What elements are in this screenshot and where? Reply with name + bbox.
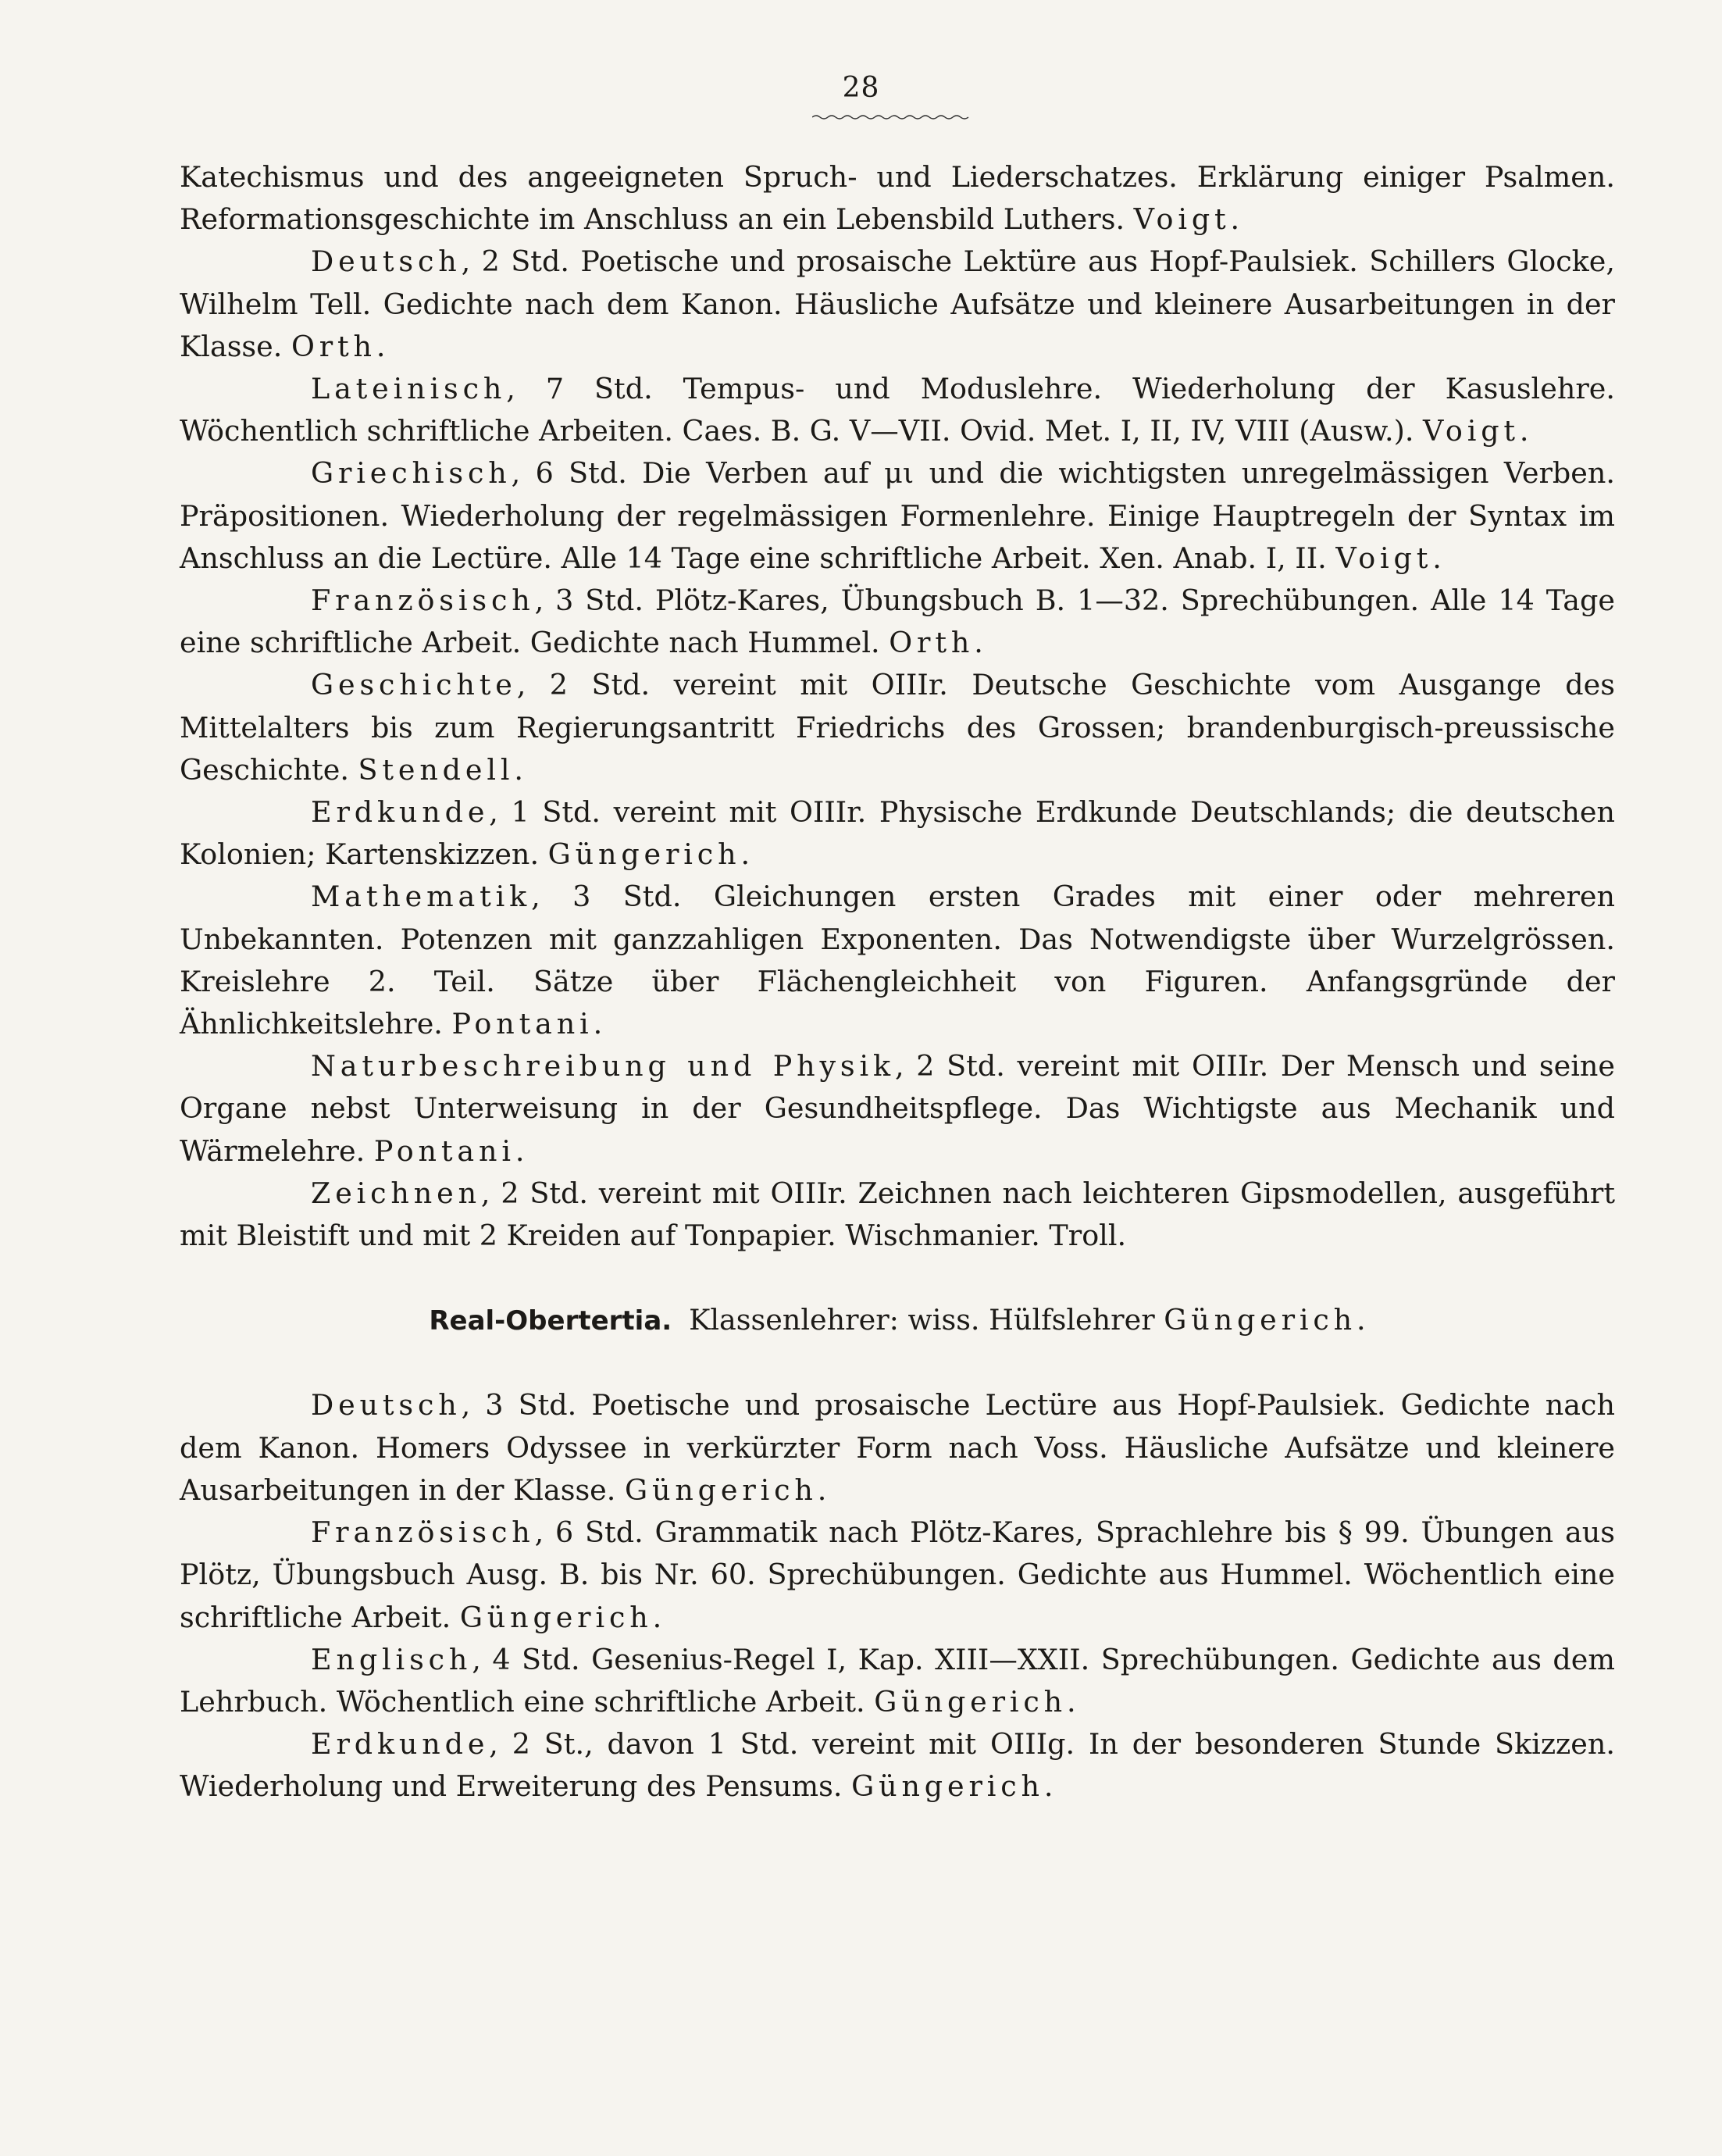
body-text: [180, 156, 1615, 1808]
subject-paragraph: [180, 664, 1615, 791]
emphasized-text: Güngerich: [874, 1684, 1068, 1719]
page-number-ornament: [812, 114, 972, 120]
paragraph-text: .: [515, 1133, 525, 1168]
emphasized-text: Voigt: [1133, 202, 1231, 237]
section-heading-rest: Klassenlehrer: wiss. Hülfslehrer: [689, 1303, 1164, 1337]
subject-paragraph: [180, 876, 1615, 1045]
emphasized-text: Mathematik: [311, 880, 532, 914]
emphasized-text: Französisch: [311, 584, 535, 618]
paragraph-text: , 6 Std. Grammatik nach Plötz-Kares, Sprachlehre bis § 99. Übungen aus Plötz, Übungsbuch Ausg. B. bis Nr. 60. Sprechübungen. Gedichte aus Hummel. Wöchentlich eine schriftliche Arbeit.: [180, 1515, 1615, 1634]
subject-paragraph: [180, 1173, 1615, 1257]
emphasized-text: Voigt: [1335, 541, 1433, 575]
emphasized-text: Erdkunde: [311, 1727, 490, 1762]
subject-paragraph: [180, 156, 1615, 241]
emphasized-text: Erdkunde: [311, 795, 490, 830]
emphasized-text: Pontani: [373, 1133, 515, 1168]
paragraph-text: , 1 Std. vereint mit OIIIr. Physische Erdkunde Deutschlands; die deutschen Kolonien; Kartenskizzen.: [180, 795, 1615, 872]
emphasized-text: Englisch: [311, 1642, 472, 1676]
emphasized-text: Orth: [291, 329, 376, 363]
subject-paragraph: [180, 1512, 1615, 1639]
emphasized-text: Deutsch: [311, 1388, 462, 1422]
paragraph-text: .: [1067, 1684, 1076, 1719]
emphasized-text: Französisch: [311, 1515, 535, 1550]
subject-paragraph: [180, 1384, 1615, 1512]
emphasized-text: Güngerich: [547, 837, 741, 872]
paragraph-text: , 2 St., davon 1 Std. vereint mit OIIIg. In der besonderen Stunde Skizzen. Wiederholung und Erweiterung des Pensums.: [180, 1727, 1615, 1804]
paragraph-text: .: [1519, 414, 1529, 448]
emphasized-text: Güngerich: [459, 1600, 653, 1634]
section-heading: Real-Obertertia. Klassenlehrer: wiss. Hülfslehrer Güngerich.: [429, 1303, 1366, 1337]
emphasized-text: Geschichte: [311, 668, 517, 702]
subject-paragraph: [180, 1723, 1615, 1808]
paragraph-text: , 2 Std. Poetische und prosaische Lektüre aus Hopf-Paulsiek. Schillers Glocke, Wilhelm Tell. Gedichte nach dem Kanon. Häusliche Aufsätze und kleinere Ausarbeitungen in der Klasse.: [180, 245, 1615, 363]
paragraph-text: .: [740, 837, 750, 872]
section-heading-title: Real-Obertertia.: [429, 1305, 672, 1337]
page-number: 28: [842, 72, 880, 104]
paragraph-text: .: [817, 1472, 827, 1507]
paragraph-text: , 6 Std. Die Verben auf μι und die wichtigsten unregelmässigen Verben. Präpositionen. Wiederholung der regelmässigen Formenlehre. Einige Hauptregeln der Syntax im Anschluss an die Lectüre. Alle 14 Tage eine schriftliche Arbeit. Xen. Anab. I, II.: [180, 456, 1615, 575]
section-heading-teacher: Güngerich: [1164, 1303, 1357, 1337]
paragraph-text: .: [652, 1600, 662, 1634]
emphasized-text: Lateinisch: [311, 372, 507, 406]
paragraph-text: , 3 Std. Poetische und prosaische Lectüre aus Hopf-Paulsiek. Gedichte nach dem Kanon. Homers Odyssee in verkürzter Form nach Voss. Häusliche Aufsätze und kleinere Ausarbeitungen in der Klasse.: [180, 1388, 1615, 1507]
paragraph-text: .: [376, 329, 386, 363]
subject-paragraph: [180, 1045, 1615, 1173]
section-obertertia: [180, 1384, 1615, 1808]
subject-paragraph: [180, 580, 1615, 664]
paragraph-text: .: [593, 1007, 603, 1041]
emphasized-text: Voigt: [1423, 414, 1520, 448]
subject-paragraph: [180, 452, 1615, 580]
emphasized-text: Zeichnen: [311, 1176, 481, 1210]
emphasized-text: Griechisch: [311, 456, 512, 491]
paragraph-text: Katechismus und des angeeigneten Spruch- und Liederschatzes. Erklärung einiger Psalmen. Reformationsgeschichte im Anschluss an ein Lebensbild Luthers.: [180, 160, 1615, 237]
emphasized-text: Naturbeschreibung und Physik: [311, 1049, 895, 1083]
paragraph-text: .: [514, 752, 523, 787]
section-untertertia: [180, 156, 1615, 1257]
paragraph-text: .: [974, 626, 983, 660]
emphasized-text: Stendell: [358, 752, 515, 787]
emphasized-text: Pontani: [451, 1007, 594, 1041]
paragraph-text: .: [1230, 202, 1240, 237]
emphasized-text: Deutsch: [311, 245, 462, 279]
subject-paragraph: [180, 241, 1615, 368]
paragraph-text: , 7 Std. Tempus- und Moduslehre. Wiederholung der Kasuslehre. Wöchentlich schriftliche Arbeiten. Caes. B. G. V—VII. Ovid. Met. I, II, IV, VIII (Ausw.).: [180, 372, 1615, 448]
paragraph-text: .: [1432, 541, 1442, 575]
subject-paragraph: [180, 368, 1615, 452]
paragraph-text: , 3 Std. Plötz-Kares, Übungsbuch B. 1—32. Sprechübungen. Alle 14 Tage eine schriftliche Arbeit. Gedichte nach Hummel.: [180, 584, 1615, 660]
paragraph-text: .: [1043, 1769, 1054, 1804]
paragraph-text: , 2 Std. vereint mit OIIIr. Deutsche Geschichte vom Ausgange des Mittelalters bis zum Regierungsantritt Friedrichs des Grossen; brandenburgisch-preussische Geschichte.: [180, 668, 1615, 787]
paragraph-text: , 2 Std. vereint mit OIIIr. Zeichnen nach leichteren Gipsmodellen, ausgeführt mit Bleistift und mit 2 Kreiden auf Tonpapier. Wischmanier. Troll.: [180, 1176, 1615, 1253]
emphasized-text: Orth: [889, 626, 975, 660]
subject-paragraph: [180, 1639, 1615, 1723]
paragraph-text: , 2 Std. vereint mit OIIIr. Der Mensch und seine Organe nebst Unterweisung in der Gesundheitspflege. Das Wichtigste aus Mechanik und Wärmelehre.: [180, 1049, 1615, 1168]
subject-paragraph: [180, 791, 1615, 876]
paragraph-text: , 3 Std. Gleichungen ersten Grades mit einer oder mehreren Unbekannten. Potenzen mit ganzzahligen Exponenten. Das Notwendigste über Wurzelgrössen. Kreislehre 2. Teil. Sätze über Flächengleichheit von Figuren. Anfangsgründe der Ähnlichkeitslehre.: [180, 880, 1615, 1041]
emphasized-text: Güngerich: [624, 1472, 818, 1507]
paragraph-text: , 4 Std. Gesenius-Regel I, Kap. XIII—XXII. Sprechübungen. Gedichte aus dem Lehrbuch. Wöchentlich eine schriftliche Arbeit.: [180, 1642, 1615, 1719]
emphasized-text: Güngerich: [851, 1769, 1044, 1804]
